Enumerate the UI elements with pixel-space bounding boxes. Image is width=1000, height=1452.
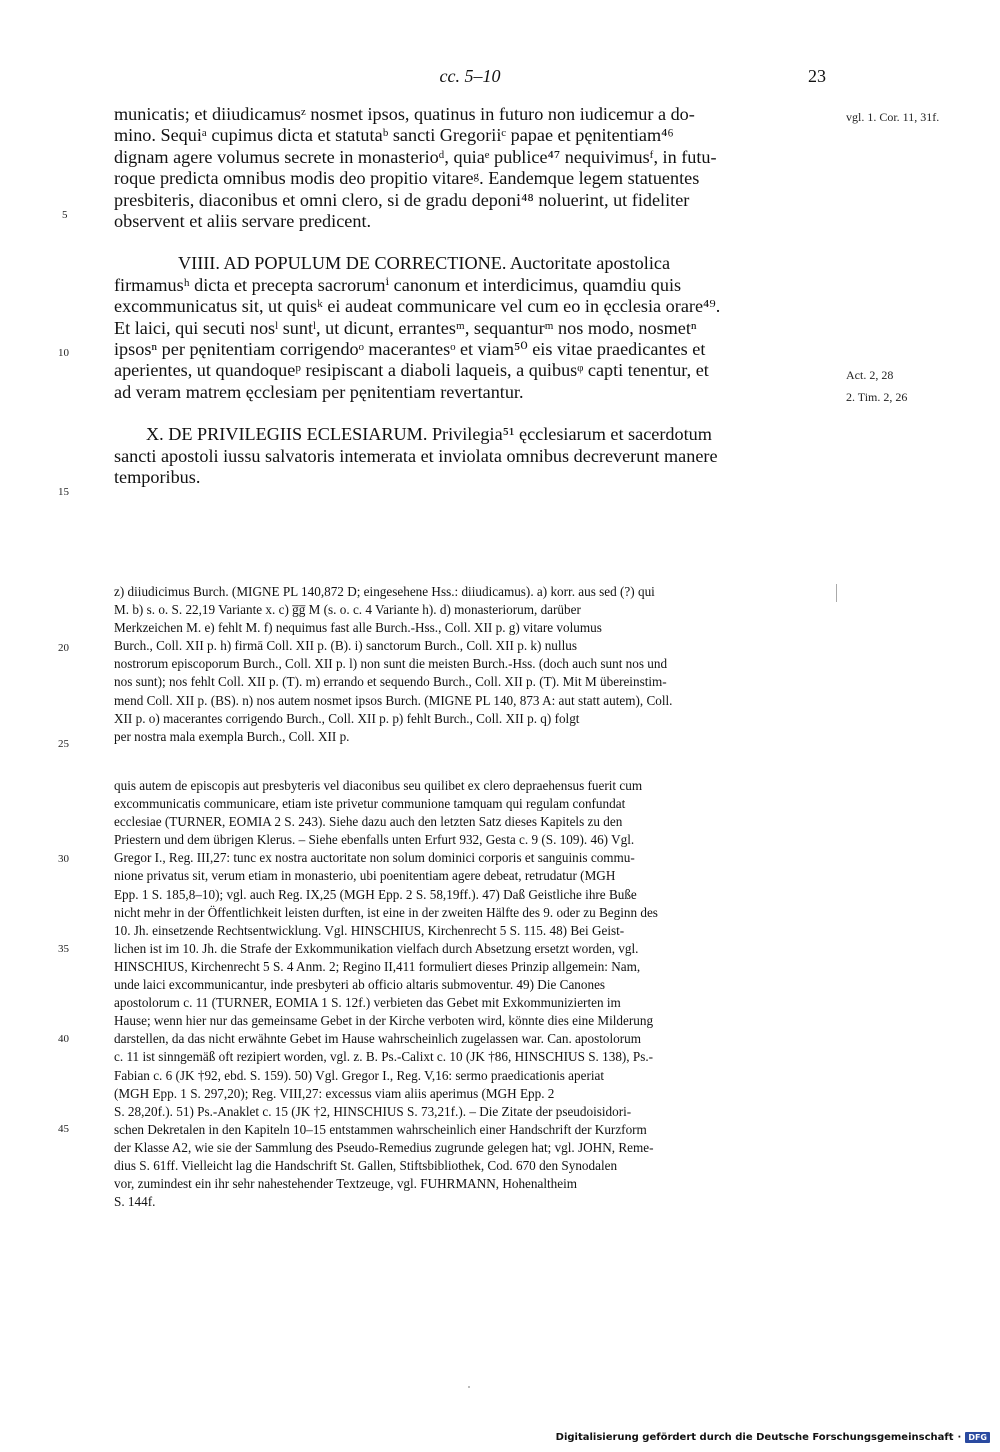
commentary-line-18: (MGH Epp. 1 S. 297,20); Reg. VIII,27: excessus viam aliis aperimus (MGH Epp. 2 — [114, 1085, 555, 1101]
commentary-line-10: lichen ist im 10. Jh. die Strafe der Exkommunikation vielfach durch Absetzung ersetzt worden, vgl. — [114, 940, 639, 956]
line-number-25: 25 — [58, 738, 69, 750]
margin-note-act: Act. 2, 28 — [846, 368, 894, 382]
main-line-8: firmamusʰ dicta et precepta sacrorumⁱ canonum et interdicimus, quamdiu quis — [114, 274, 682, 295]
chapter-10-heading-line: X. DE PRIVILEGIIS ECLESIARUM. Privilegia⁵¹ ęcclesiarum et sacerdotum — [146, 424, 712, 445]
apparatus-line-6: nos sunt); nos fehlt Coll. XII p. (T). m) errando et sequendo Burch., Coll. XII p. (T). Mit M übereinstim- — [114, 674, 667, 690]
commentary-line-23: vor, zumindest ein ihr sehr nahestehender Textzeuge, vgl. FUHRMANN, Hohenaltheim — [114, 1176, 578, 1192]
margin-note-tim: 2. Tim. 2, 26 — [846, 390, 908, 404]
commentary-line-14: Hause; wenn hier nur das gemeinsame Gebet in der Kirche verboten wird, könnte dies eine Milderung — [114, 1013, 654, 1029]
main-line-16: temporibus. — [114, 467, 201, 488]
line-number-30: 30 — [58, 853, 69, 865]
commentary-line-9: 10. Jh. einsetzende Rechtsentwicklung. Vgl. HINSCHIUS, Kirchenrecht 5 S. 115. 48) Bei Geist- — [114, 922, 625, 938]
commentary-line-17: Fabian c. 6 (JK †92, ebd. S. 159). 50) Vgl. Gregor I., Reg. V,16: sermo praedicationis aperiat — [114, 1067, 605, 1083]
main-line-13: ad veram matrem ęcclesiam per pęnitentiam revertantur. — [114, 381, 524, 402]
apparatus-line-4: Burch., Coll. XII p. h) firmā Coll. XII p. (B). i) sanctorum Burch., Coll. XII p. k) nullus — [114, 638, 577, 654]
main-line-4: roque predicta omnibus modis deo propitio vitareᵍ. Eandemque legem statuentes — [114, 168, 700, 189]
main-line-1: municatis; et diiudicamusᶻ nosmet ipsos, quatinus in futuro non iudicemur a do- — [114, 104, 695, 124]
apparatus-line-2: M. b) s. o. S. 22,19 Variante x. c) g̅g̅ M (s. o. c. 4 Variante h). d) monasteriorum, darüber — [114, 602, 581, 618]
commentary-line-3: ecclesiae (TURNER, EOMIA 2 S. 243). Siehe dazu auch den letzten Satz dieses Kapitels zu den — [114, 814, 623, 830]
apparatus-line-3: Merkzeichen M. e) fehlt M. f) nequimus fast alle Burch.-Hss., Coll. XII p. g) vitare volumus — [114, 620, 602, 636]
commentary-notes — [114, 777, 828, 1211]
commentary-line-4: Priestern und dem übrigen Klerus. – Siehe ebenfalls unten Erfurt 932, Gesta c. 9 (S. 109). 46) Vgl. — [114, 832, 635, 848]
line-number-35: 35 — [58, 943, 69, 955]
main-line-12: aperientes, ut quandoqueᵖ resipiscant a diaboli laqueis, a quibusᵠ capti tenentur, et — [114, 360, 709, 381]
dfg-credit-text: Digitalisierung gefördert durch die Deutsche Forschungsgemeinschaft — [555, 1432, 954, 1443]
apparatus-line-9: per nostra mala exempla Burch., Coll. XII p. — [114, 728, 350, 744]
apparatus-line-5: nostrorum episcoporum Burch., Coll. XII p. l) non sunt die meisten Burch.-Hss. (doch auch sunt nos und — [114, 656, 668, 672]
apparatus-line-1: z) diiudicimus Burch. (MIGNE PL 140,872 D; eingesehene Hss.: diiudicamus). a) korr. aus sed (?) qui — [114, 584, 655, 599]
main-line-15: sancti apostoli iussu salvatoris intemerata et inviolata omnibus decreverunt manere — [114, 445, 718, 466]
page-header — [114, 66, 826, 90]
commentary-line-2: excommunicatis communicare, etiam iste privetur communione tamquam qui regulam confundat — [114, 796, 626, 812]
commentary-line-1: quis autem de episcopis aut presbyteris vel diaconibus seu quilibet ex clero depraehensus fuerit cum — [114, 778, 643, 793]
dfg-credit — [556, 1432, 990, 1443]
commentary-line-8: nicht mehr in der Öffentlichkeit leisten durften, ist eine in der zweiten Hälfte des 9. oder zu Beginn des — [114, 904, 658, 920]
main-line-6: observent et aliis servare predicent. — [114, 211, 372, 232]
main-line-2: mino. Sequiᵃ cupimus dicta et statutaᵇ sancti Gregoriiᶜ papae et pęnitentiam⁴⁶ — [114, 125, 674, 146]
apparatus-line-8: XII p. o) macerantes corrigendo Burch., Coll. XII p. p) fehlt Burch., Coll. XII p. q) folgt — [114, 710, 580, 726]
critical-apparatus — [114, 583, 828, 746]
commentary-line-22: dius S. 61ff. Vielleicht lag die Handschrift St. Gallen, Stiftsbibliothek, Cod. 670 den Synodalen — [114, 1157, 618, 1173]
main-line-3: dignam agere volumus secrete in monasterioᵈ, quiaᵉ publice⁴⁷ nequivimusᶠ, in futu- — [114, 146, 717, 167]
commentary-line-6: nione privatus sit, verum etiam in monasterio, ubi poenitentiam agere debeat, retrudatur (MGH — [114, 868, 616, 884]
main-line-5: presbiteris, diaconibus et omni clero, si de gradu deponi⁴⁸ noluerint, ut fideliter — [114, 189, 690, 210]
apparatus-line-7: mend Coll. XII p. (BS). n) nos autem nosmet ipsos Burch. (MIGNE PL 140, 873 A: aut statt autem), Coll. — [114, 692, 673, 708]
running-title: cc. 5–10 — [439, 66, 501, 86]
line-number-45: 45 — [58, 1123, 69, 1135]
margin-tick — [836, 584, 837, 602]
margin-note-cor: vgl. 1. Cor. 11, 31f. — [846, 110, 940, 124]
commentary-line-11: HINSCHIUS, Kirchenrecht 5 S. 4 Anm. 2; Regino II,411 formuliert dieses Prinzip allgemein: Nam, — [114, 958, 641, 974]
line-number-40: 40 — [58, 1033, 69, 1045]
commentary-line-21: der Klasse A2, wie sie der Sammlung des Pseudo-Remedius zugrunde gelegen hat; vgl. JOHN, Reme- — [114, 1139, 654, 1155]
main-text — [114, 104, 828, 489]
main-line-9: excommunicatus sit, ut quisᵏ ei audeat communicare vel cum eo in ęcclesia orare⁴⁹. — [114, 296, 721, 317]
main-line-11: ipsosⁿ per pęnitentiam corrigendoᵒ macerantesᵒ et viam⁵⁰ eis vitae praedicantes et — [114, 339, 706, 360]
commentary-line-7: Epp. 1 S. 185,8–10); vgl. auch Reg. IX,25 (MGH Epp. 2 S. 58,19ff.). 47) Daß Geistliche ihre Buße — [114, 886, 637, 902]
scan-speck — [468, 1386, 470, 1388]
page-number: 23 — [808, 66, 826, 86]
line-number-20: 20 — [58, 642, 69, 654]
commentary-line-19: S. 28,20f.). 51) Ps.-Anaklet c. 15 (JK †2, HINSCHIUS S. 73,21f.). – Die Zitate der pseudoisidori- — [114, 1103, 632, 1119]
line-number-15: 15 — [58, 486, 69, 498]
commentary-line-15: darstellen, da das nicht erwähnte Gebet im Hause wahrscheinlich zugelassen war. Can. apostolorum — [114, 1031, 641, 1047]
commentary-line-12: unde laici excommunicantur, inde presbyteri ab officio altaris submoventur. 49) Die Canones — [114, 977, 606, 993]
commentary-line-20: schen Dekretalen in den Kapiteln 10–15 entstammen wahrscheinlich einer Handschrift der Kurzform — [114, 1121, 647, 1137]
commentary-line-16: c. 11 ist sinngemäß oft rezipiert worden, vgl. z. B. Ps.-Calixt c. 10 (JK †86, HINSCHIUS S. 138), Ps.- — [114, 1049, 654, 1065]
chapter-9-heading-line: VIIII. AD POPULUM DE CORRECTIONE. Auctoritate apostolica — [178, 253, 671, 274]
line-number-5: 5 — [62, 209, 68, 221]
dfg-logo-icon: DFG — [965, 1432, 990, 1443]
commentary-line-24: S. 144f. — [114, 1194, 156, 1210]
main-line-10: Et laici, qui secuti nosˡ suntˡ, ut dicunt, errantesᵐ, sequanturᵐ nos modo, nosmetⁿ — [114, 317, 697, 338]
line-number-10: 10 — [58, 347, 69, 359]
commentary-line-5: Gregor I., Reg. III,27: tunc ex nostra auctoritate non solum dominici corporis et sanguinis commu- — [114, 850, 635, 866]
separator-dot: · — [957, 1432, 962, 1443]
commentary-line-13: apostolorum c. 11 (TURNER, EOMIA 1 S. 12f.) verbieten das Gebet mit Exkommunizierten im — [114, 995, 621, 1011]
